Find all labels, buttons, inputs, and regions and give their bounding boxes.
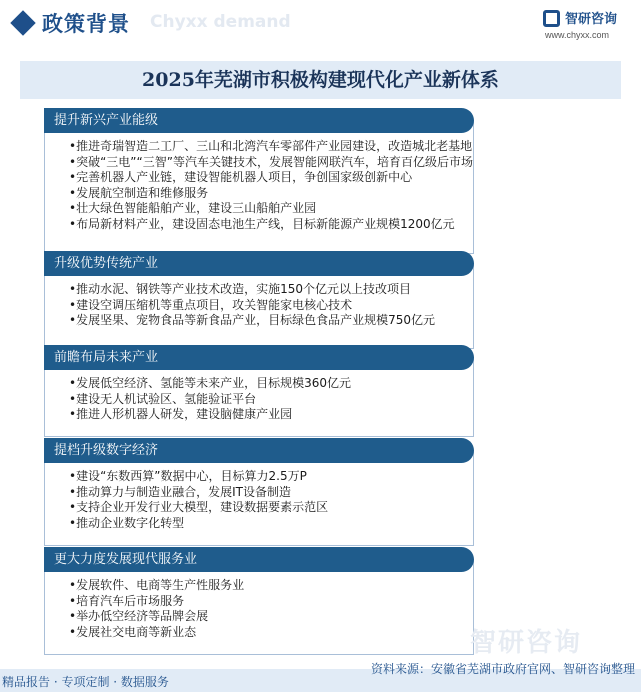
section-list (69, 376, 351, 423)
page-header (0, 0, 641, 46)
section-header-bar (44, 438, 474, 463)
list-item: •建设“东数西算”数据中心，目标算力2.5万P (69, 469, 307, 483)
list-item: •建设无人机试验区、氢能验证平台 (69, 391, 257, 406)
list-item: •发展低空经济、氢能等未来产业，目标规模360亿元 (69, 376, 351, 390)
watermark-logo: 智研咨询 (470, 628, 583, 658)
section-label: 提升新兴产业能级 (54, 113, 159, 128)
main-title: 2025年芜湖市积极构建现代化产业新体系 (20, 61, 621, 99)
list-item: •推动水泥、钢铁等产业技术改造，实施150个亿元以上技改项目 (69, 282, 411, 296)
watermark-text: Chyxx demand (150, 12, 291, 32)
logo-mark-icon (543, 10, 560, 27)
list-item: •发展航空制造和维修服务 (69, 185, 209, 200)
section-header-bar (44, 251, 474, 276)
section-header-bar (44, 108, 474, 133)
section-header-bar (44, 547, 474, 572)
footer-tagline: 精品报告 · 专项定制 · 数据服务 (2, 675, 169, 689)
section-label: 前瞻布局未来产业 (54, 350, 159, 365)
list-item: •推动算力与制造业融合，发展IT设备制造 (69, 484, 291, 499)
list-item: •发展软件、电商等生产性服务业 (69, 578, 245, 592)
section-label: 提档升级数字经济 (54, 443, 159, 458)
brand-logo[interactable] (543, 8, 635, 44)
list-item: •突破“三电”“三智”等汽车关键技术，发展智能网联汽车，培育百亿级后市场 (69, 154, 473, 169)
list-item: •发展社交电商等新业态 (69, 624, 197, 639)
list-item: •壮大绿色智能船舶产业，建设三山船舶产业园 (69, 201, 317, 216)
list-item: •发展坚果、宠物食品等新食品产业，目标绿色食品产业规模750亿元 (69, 313, 435, 328)
list-item: •支持企业开发行业大模型，建设数据要素示范区 (69, 500, 329, 515)
section-list (69, 578, 244, 640)
section-label: 升级优势传统产业 (54, 256, 159, 271)
section-header-bar (44, 345, 474, 370)
source-note: 资料来源：安徽省芜湖市政府官网、智研咨询整理 (370, 662, 635, 676)
logo-text: 智研咨询 (565, 12, 618, 27)
section-list (69, 139, 473, 233)
list-item: •完善机器人产业链，建设智能机器人项目，争创国家级创新中心 (69, 170, 413, 185)
list-item: •推动企业数字化转型 (69, 515, 185, 530)
list-item: •培育汽车后市场服务 (69, 593, 185, 608)
section-list (69, 282, 435, 329)
list-item: •推进奇瑞智造二工厂、三山和北湾汽车零部件产业园建设，改造城北老基地 (69, 139, 473, 153)
diamond-icon (10, 10, 35, 35)
logo-url[interactable]: www.chyxx.com (545, 30, 610, 40)
page-title: 政策背景 (42, 12, 130, 36)
list-item: •推进人形机器人研发，建设脑健康产业园 (69, 407, 293, 422)
list-item: •建设空调压缩机等重点项目，攻关智能家电核心技术 (69, 297, 353, 312)
list-item: •布局新材料产业，建设固态电池生产线，目标新能源产业规模1200亿元 (69, 216, 455, 231)
list-item: •举办低空经济等品牌会展 (69, 609, 209, 624)
section-label: 更大力度发展现代服务业 (54, 552, 198, 567)
section-list (69, 469, 328, 531)
